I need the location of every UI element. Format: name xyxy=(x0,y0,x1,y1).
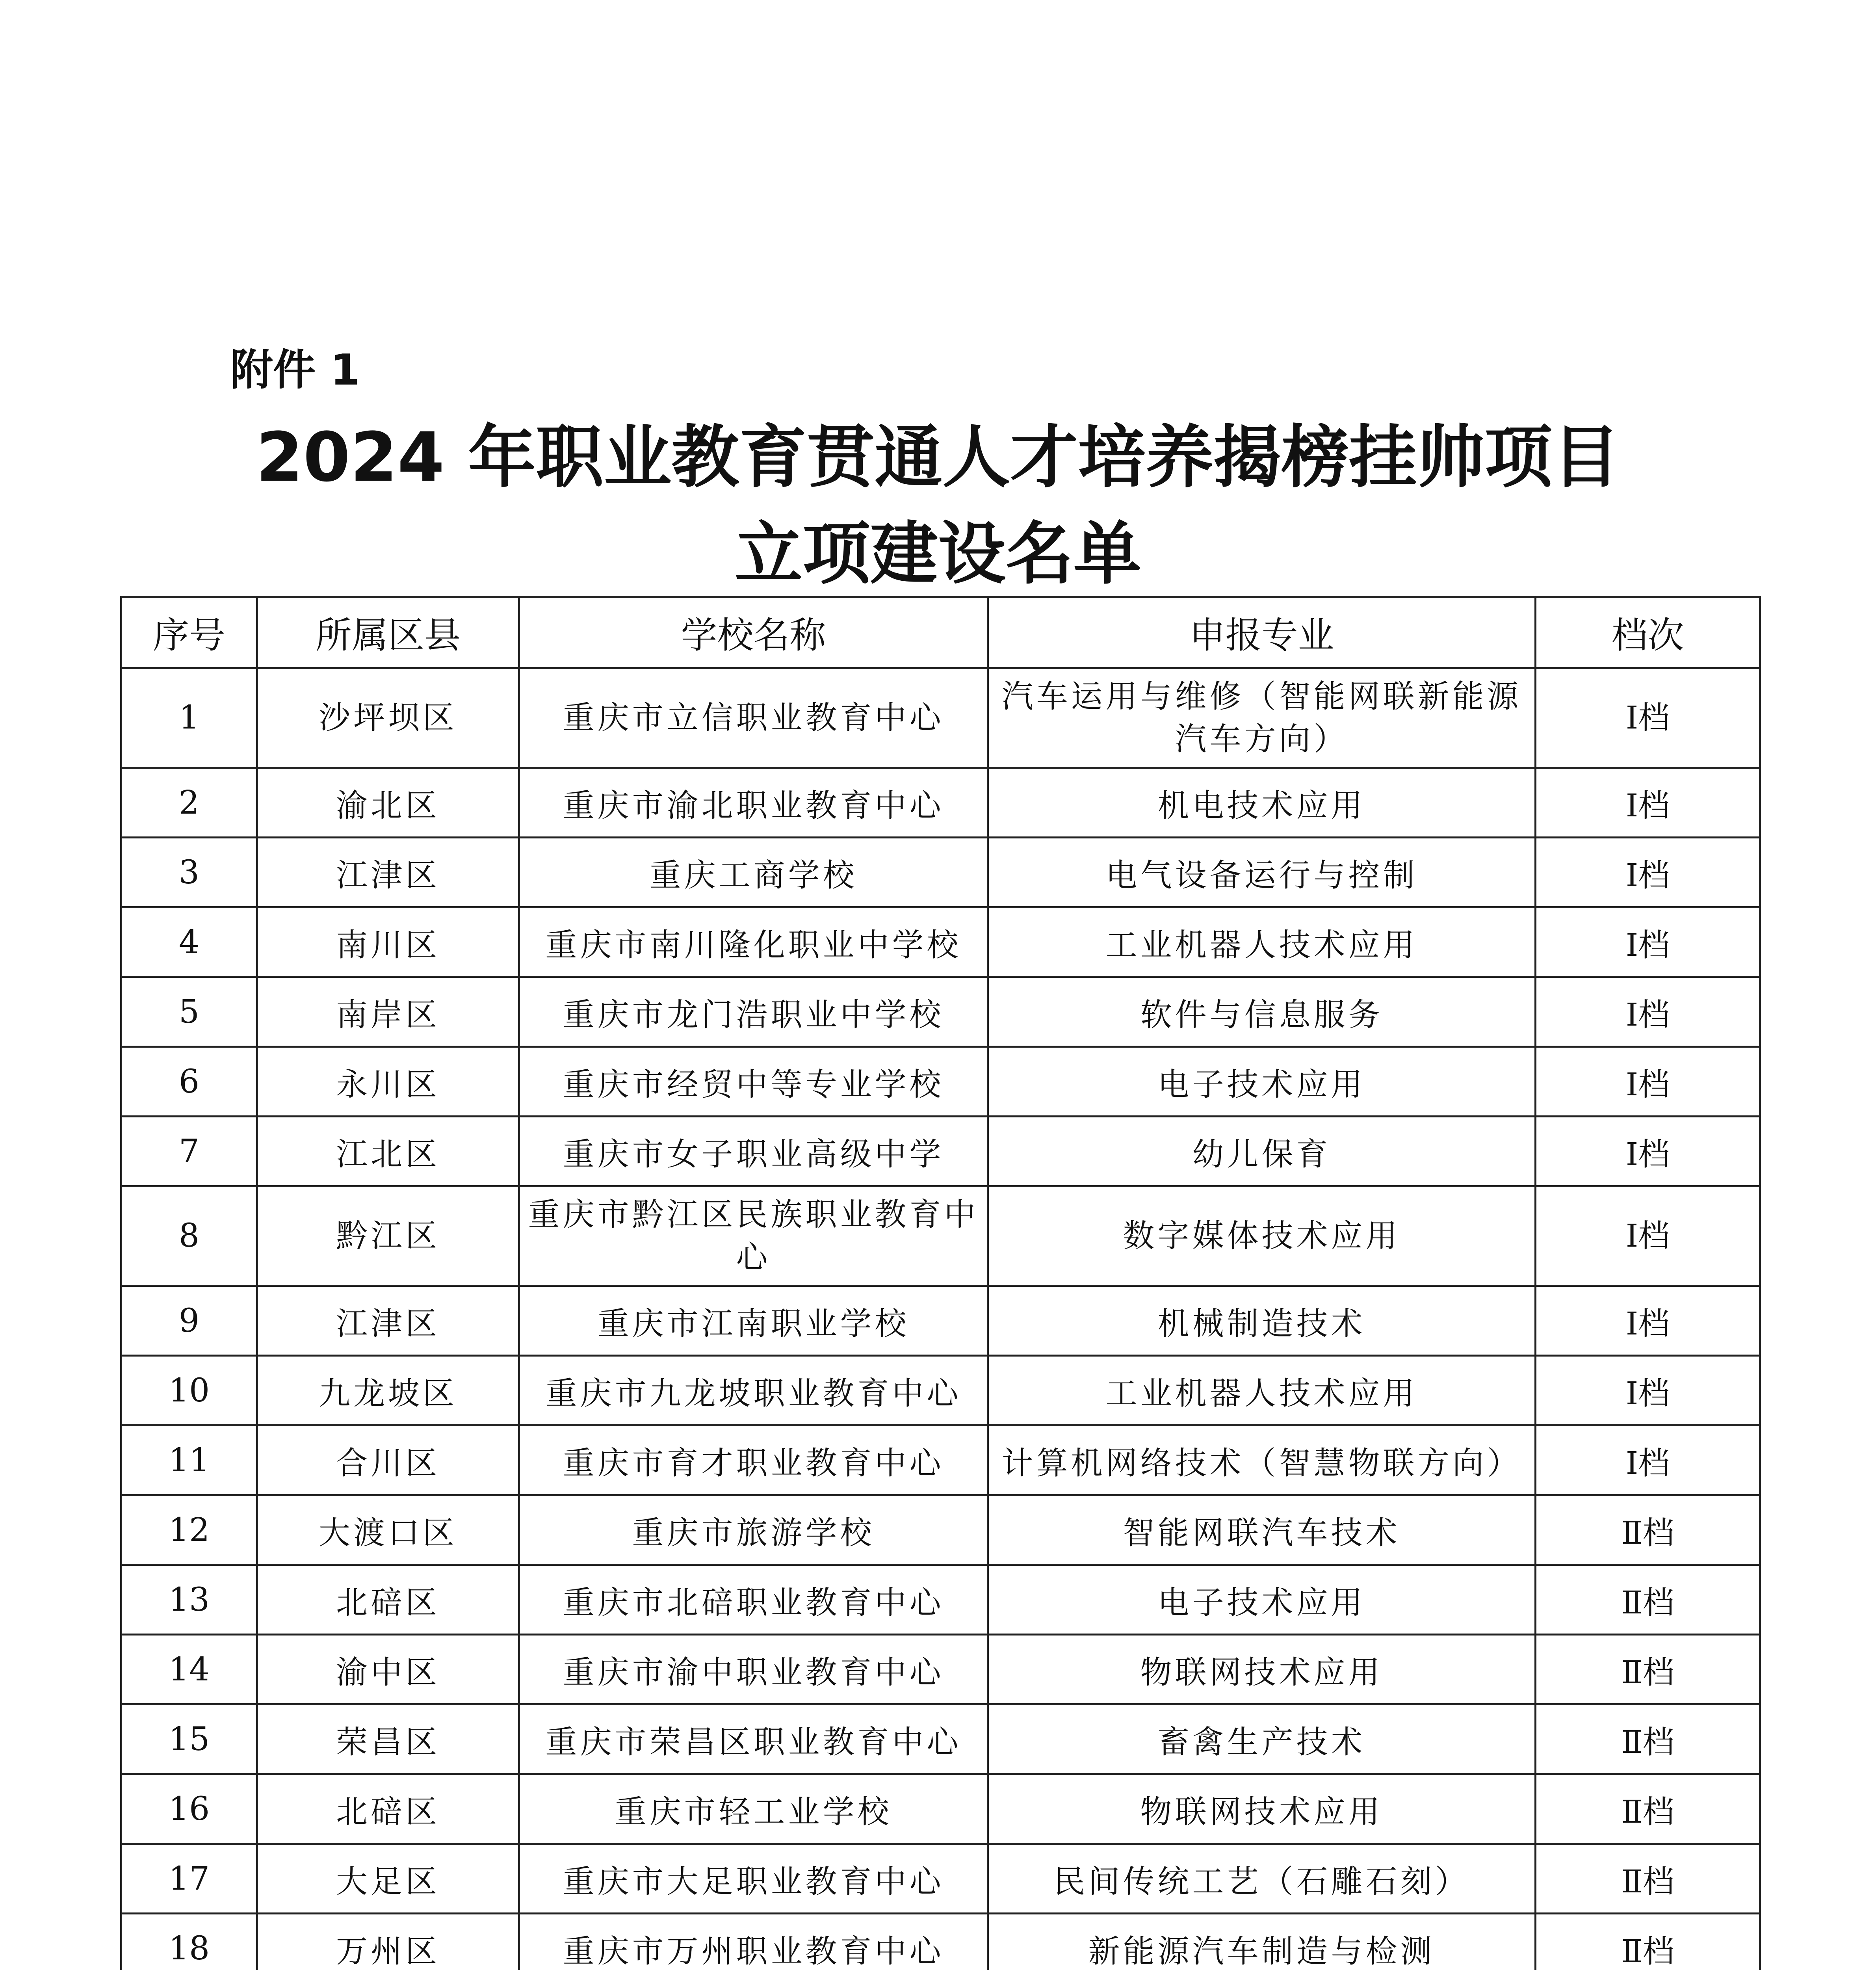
cell-major: 物联网技术应用 xyxy=(988,1774,1536,1844)
cell-district: 渝中区 xyxy=(257,1635,519,1704)
cell-school-name: 重庆市育才职业教育中心 xyxy=(519,1425,988,1495)
cell-major: 数字媒体技术应用 xyxy=(988,1186,1536,1286)
cell-serial-number: 14 xyxy=(121,1635,257,1704)
cell-serial-number: 8 xyxy=(121,1186,257,1286)
cell-tier: Ⅰ档 xyxy=(1536,1047,1760,1117)
table-row xyxy=(121,977,1760,1047)
cell-tier: Ⅰ档 xyxy=(1536,1356,1760,1425)
table-row xyxy=(121,1704,1760,1774)
header-district: 所属区县 xyxy=(257,597,519,668)
cell-school-name: 重庆市九龙坡职业教育中心 xyxy=(519,1356,988,1425)
cell-serial-number: 13 xyxy=(121,1565,257,1635)
table-row xyxy=(121,768,1760,838)
cell-school-name: 重庆市经贸中等专业学校 xyxy=(519,1047,988,1117)
cell-school-name: 重庆市轻工业学校 xyxy=(519,1774,988,1844)
cell-school-name: 重庆市万州职业教育中心 xyxy=(519,1914,988,1970)
header-tier: 档次 xyxy=(1536,597,1760,668)
cell-major: 电气设备运行与控制 xyxy=(988,838,1536,907)
cell-serial-number: 12 xyxy=(121,1495,257,1565)
cell-tier: Ⅱ档 xyxy=(1536,1914,1760,1970)
cell-major: 机械制造技术 xyxy=(988,1286,1536,1356)
cell-serial-number: 4 xyxy=(121,907,257,977)
table-row xyxy=(121,838,1760,907)
table-row xyxy=(121,1635,1760,1704)
table-row xyxy=(121,1774,1760,1844)
cell-major: 畜禽生产技术 xyxy=(988,1704,1536,1774)
attachment-label: 附件 1 xyxy=(230,346,360,395)
cell-district: 南川区 xyxy=(257,907,519,977)
cell-district: 江津区 xyxy=(257,1286,519,1356)
cell-major: 工业机器人技术应用 xyxy=(988,1356,1536,1425)
cell-district: 大足区 xyxy=(257,1844,519,1914)
document-title-line-2: 立项建设名单 xyxy=(735,514,1141,593)
cell-serial-number: 16 xyxy=(121,1774,257,1844)
cell-major: 软件与信息服务 xyxy=(988,977,1536,1047)
cell-district: 渝北区 xyxy=(257,768,519,838)
header-school-name: 学校名称 xyxy=(519,597,988,668)
cell-tier: Ⅱ档 xyxy=(1536,1844,1760,1914)
cell-serial-number: 7 xyxy=(121,1117,257,1186)
table-row xyxy=(121,907,1760,977)
header-major: 申报专业 xyxy=(988,597,1536,668)
cell-school-name: 重庆市黔江区民族职业教育中心 xyxy=(519,1186,988,1286)
cell-district: 沙坪坝区 xyxy=(257,668,519,768)
table-row xyxy=(121,1117,1760,1186)
cell-district: 江津区 xyxy=(257,838,519,907)
cell-tier: Ⅱ档 xyxy=(1536,1704,1760,1774)
cell-district: 北碚区 xyxy=(257,1565,519,1635)
cell-serial-number: 1 xyxy=(121,668,257,768)
table-row xyxy=(121,1186,1760,1286)
cell-tier: Ⅱ档 xyxy=(1536,1635,1760,1704)
cell-school-name: 重庆市龙门浩职业中学校 xyxy=(519,977,988,1047)
cell-district: 南岸区 xyxy=(257,977,519,1047)
cell-school-name: 重庆市女子职业高级中学 xyxy=(519,1117,988,1186)
cell-serial-number: 10 xyxy=(121,1356,257,1425)
cell-tier: Ⅰ档 xyxy=(1536,977,1760,1047)
cell-major: 幼儿保育 xyxy=(988,1117,1536,1186)
header-serial-number: 序号 xyxy=(121,597,257,668)
cell-major: 汽车运用与维修（智能网联新能源汽车方向） xyxy=(988,668,1536,768)
table-row xyxy=(121,668,1760,768)
cell-tier: Ⅰ档 xyxy=(1536,1186,1760,1286)
cell-tier: Ⅰ档 xyxy=(1536,1286,1760,1356)
table-row xyxy=(121,1844,1760,1914)
cell-district: 荣昌区 xyxy=(257,1704,519,1774)
cell-major: 电子技术应用 xyxy=(988,1565,1536,1635)
cell-major: 计算机网络技术（智慧物联方向） xyxy=(988,1425,1536,1495)
table-row xyxy=(121,1914,1760,1970)
project-list-table xyxy=(120,596,1761,1970)
cell-major: 智能网联汽车技术 xyxy=(988,1495,1536,1565)
cell-school-name: 重庆市南川隆化职业中学校 xyxy=(519,907,988,977)
cell-school-name: 重庆市北碚职业教育中心 xyxy=(519,1565,988,1635)
cell-district: 大渡口区 xyxy=(257,1495,519,1565)
cell-district: 北碚区 xyxy=(257,1774,519,1844)
cell-serial-number: 3 xyxy=(121,838,257,907)
table-row xyxy=(121,1356,1760,1425)
cell-district: 九龙坡区 xyxy=(257,1356,519,1425)
cell-district: 江北区 xyxy=(257,1117,519,1186)
cell-district: 合川区 xyxy=(257,1425,519,1495)
cell-school-name: 重庆工商学校 xyxy=(519,838,988,907)
cell-school-name: 重庆市江南职业学校 xyxy=(519,1286,988,1356)
cell-major: 民间传统工艺（石雕石刻） xyxy=(988,1844,1536,1914)
cell-serial-number: 9 xyxy=(121,1286,257,1356)
cell-school-name: 重庆市立信职业教育中心 xyxy=(519,668,988,768)
cell-tier: Ⅱ档 xyxy=(1536,1495,1760,1565)
cell-major: 物联网技术应用 xyxy=(988,1635,1536,1704)
cell-serial-number: 18 xyxy=(121,1914,257,1970)
document-title-line-1: 2024 年职业教育贯通人才培养揭榜挂帅项目 xyxy=(256,418,1620,497)
cell-major: 机电技术应用 xyxy=(988,768,1536,838)
cell-serial-number: 11 xyxy=(121,1425,257,1495)
cell-tier: Ⅱ档 xyxy=(1536,1774,1760,1844)
cell-school-name: 重庆市旅游学校 xyxy=(519,1495,988,1565)
cell-major: 工业机器人技术应用 xyxy=(988,907,1536,977)
cell-district: 万州区 xyxy=(257,1914,519,1970)
cell-district: 永川区 xyxy=(257,1047,519,1117)
cell-serial-number: 5 xyxy=(121,977,257,1047)
table-row xyxy=(121,1565,1760,1635)
cell-tier: Ⅰ档 xyxy=(1536,768,1760,838)
cell-tier: Ⅱ档 xyxy=(1536,1565,1760,1635)
cell-major: 电子技术应用 xyxy=(988,1047,1536,1117)
cell-serial-number: 2 xyxy=(121,768,257,838)
cell-tier: Ⅰ档 xyxy=(1536,668,1760,768)
cell-tier: Ⅰ档 xyxy=(1536,1425,1760,1495)
cell-school-name: 重庆市荣昌区职业教育中心 xyxy=(519,1704,988,1774)
cell-district: 黔江区 xyxy=(257,1186,519,1286)
cell-serial-number: 17 xyxy=(121,1844,257,1914)
cell-tier: Ⅰ档 xyxy=(1536,907,1760,977)
table-row xyxy=(121,1495,1760,1565)
table-header-row xyxy=(121,597,1760,668)
cell-serial-number: 6 xyxy=(121,1047,257,1117)
cell-school-name: 重庆市大足职业教育中心 xyxy=(519,1844,988,1914)
cell-major: 新能源汽车制造与检测 xyxy=(988,1914,1536,1970)
cell-tier: Ⅰ档 xyxy=(1536,1117,1760,1186)
cell-tier: Ⅰ档 xyxy=(1536,838,1760,907)
cell-school-name: 重庆市渝北职业教育中心 xyxy=(519,768,988,838)
cell-serial-number: 15 xyxy=(121,1704,257,1774)
table-body xyxy=(121,668,1760,1970)
cell-school-name: 重庆市渝中职业教育中心 xyxy=(519,1635,988,1704)
table-row xyxy=(121,1425,1760,1495)
table-row xyxy=(121,1047,1760,1117)
table-row xyxy=(121,1286,1760,1356)
